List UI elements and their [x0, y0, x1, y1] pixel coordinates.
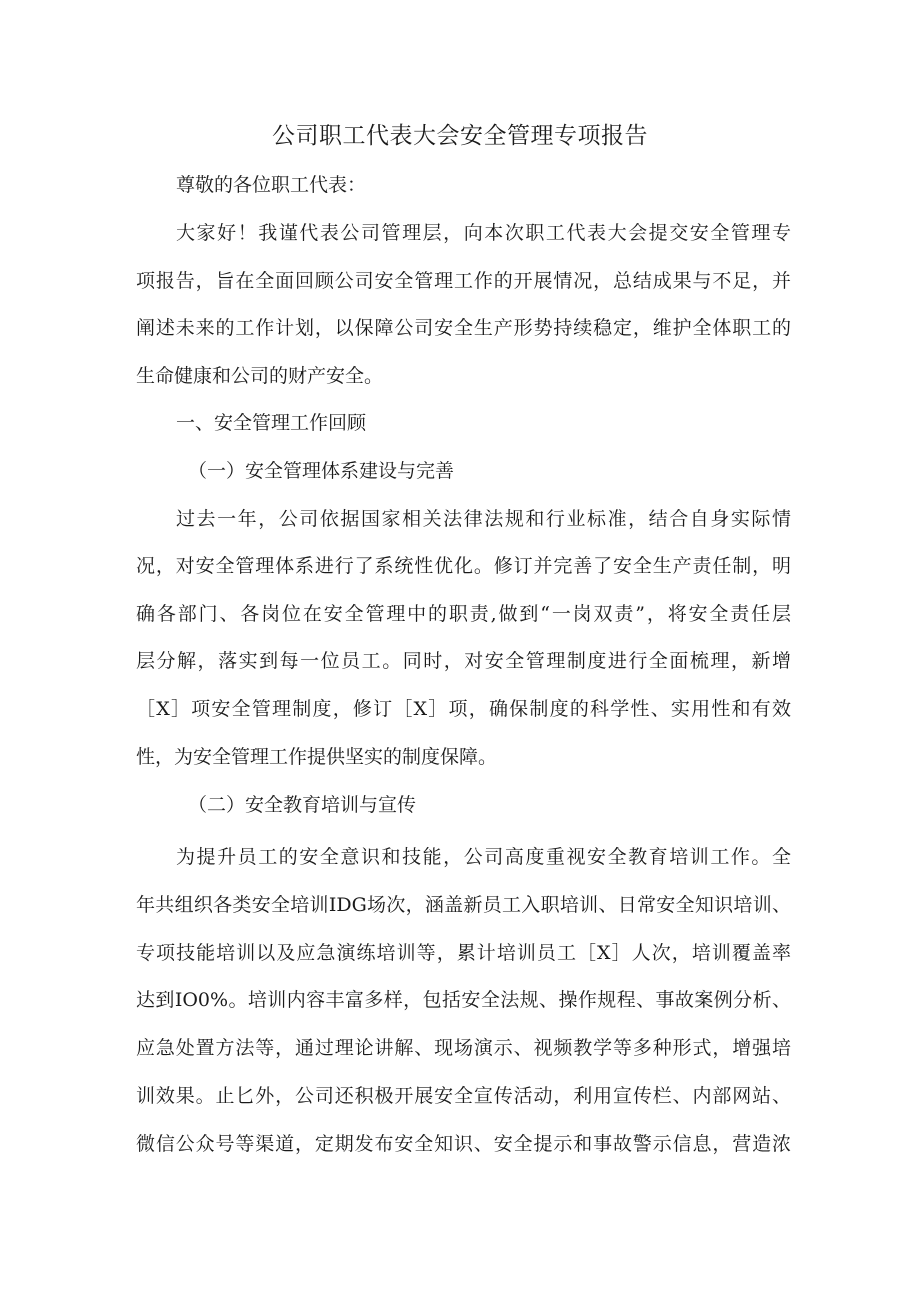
paragraph-line: 性，为安全管理工作提供坚实的制度保障。 [136, 746, 498, 768]
paragraph-line: 确各部门、各岗位在安全管理中的职责,做到“一岗双责”，将安全责任层 [136, 603, 791, 625]
intro-line-3: 阐述未来的工作计划，以保障公司安全生产形势持续稳定，维护全体职工的 [136, 317, 791, 339]
document-title: 公司职工代表大会安全管理专项报告 [272, 123, 648, 149]
intro-line-2: 项报告，旨在全面回顾公司安全管理工作的开展情况，总结成果与不足，并 [136, 270, 791, 292]
paragraph-line: 年共组织各类安全培训IDG场次，涵盖新员工入职培训、日常安全知识培训、 [136, 894, 791, 916]
paragraph-line: 达到IO0%。培训内容丰富多样，包括安全法规、操作规程、事故案例分析、 [136, 989, 791, 1011]
intro-line-4: 生命健康和公司的财产安全。 [136, 365, 384, 387]
paragraph-line: 训效果。止匕外，公司还积极开展安全宣传活动，利用宣传栏、内部网站、 [136, 1085, 791, 1107]
paragraph-line: 微信公众号等渠道，定期发布安全知识、安全提示和事故警示信息，营造浓 [136, 1133, 791, 1155]
paragraph-line: ［X］项安全管理制度，修订［X］项，确保制度的科学性、实用性和有效 [136, 698, 791, 720]
subsection-heading: （二）安全教育培训与宣传 [188, 794, 417, 816]
subsection-heading: （一）安全管理体系建设与完善 [188, 460, 455, 482]
intro-line-1: 大家好！我谨代表公司管理层，向本次职工代表大会提交安全管理专 [176, 222, 791, 244]
paragraph-line: 层分解，落实到每一位员工。同时，对安全管理制度进行全面梳理，新增 [136, 650, 791, 672]
paragraph-line: 专项技能培训以及应急演练培训等，累计培训员工［X］人次，培训覆盖率 [136, 942, 791, 964]
paragraph-line: 为提升员工的安全意识和技能，公司高度重视安全教育培训工作。全 [176, 846, 791, 868]
paragraph-line: 过去一年，公司依据国家相关法律法规和行业标准，结合自身实际情 [176, 508, 791, 530]
salutation: 尊敬的各位职工代表： [176, 174, 367, 196]
section-heading: 一、安全管理工作回顾 [176, 412, 367, 434]
paragraph-line: 应急处置方法等，通过理论讲解、现场演示、视频教学等多种形式，增强培 [136, 1037, 791, 1059]
paragraph-line: 况，对安全管理体系进行了系统性优化。修订并完善了安全生产责任制，明 [136, 555, 791, 577]
